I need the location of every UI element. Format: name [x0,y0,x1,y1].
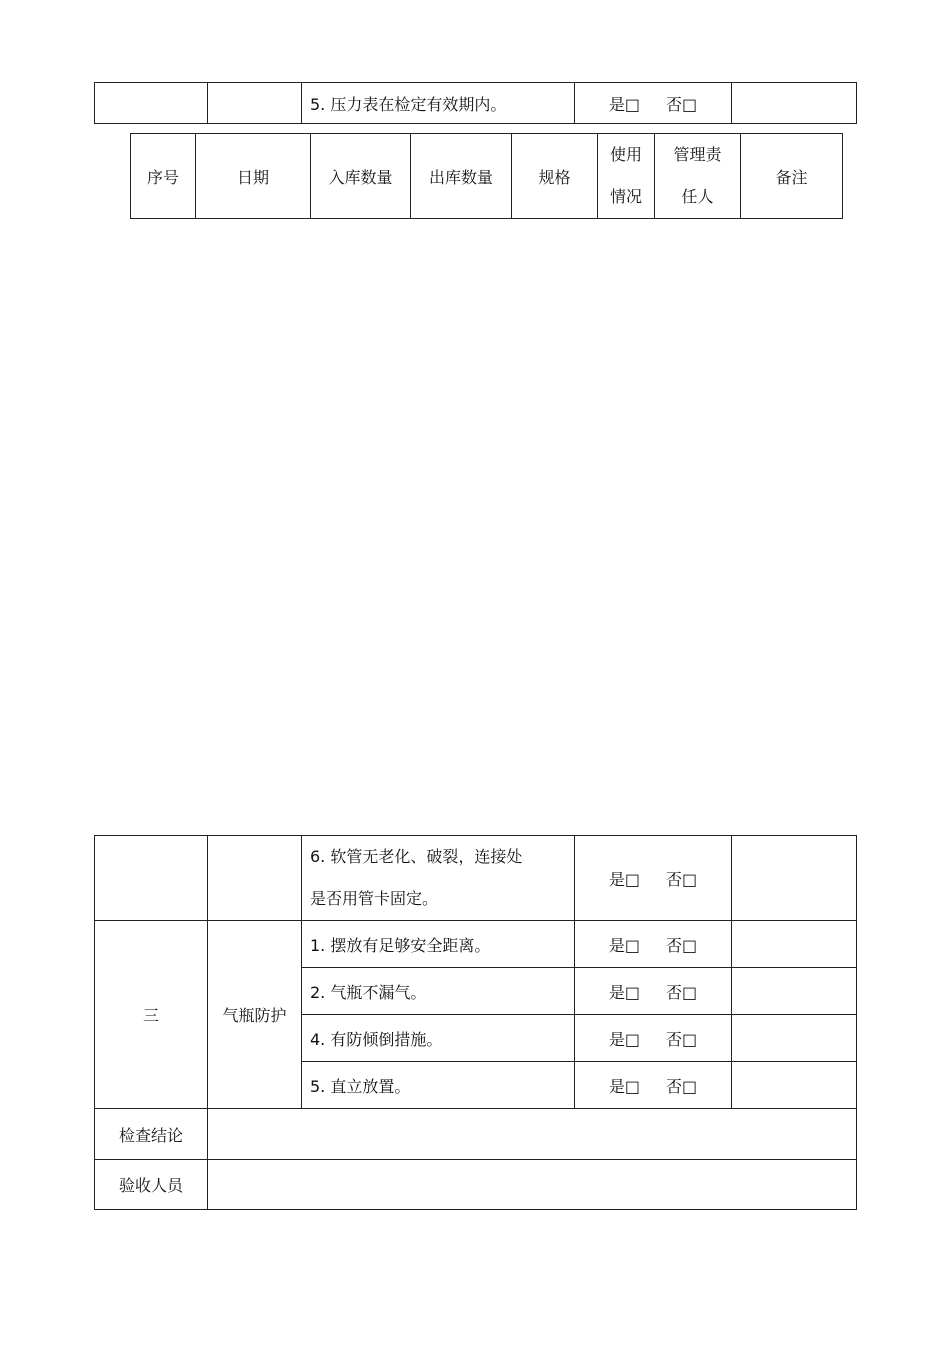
header-responsible-line2: 任人 [681,187,714,206]
yes-option[interactable]: 是□ [608,94,640,114]
no-option[interactable]: 否□ [666,935,698,955]
check-item: 1. 摆放有足够安全距离。 [302,921,575,968]
header-usage-line2: 情况 [609,187,642,206]
check-item [302,836,575,921]
header-in-qty: 入库数量 [311,134,411,219]
no-option[interactable]: 否□ [666,1029,698,1049]
ledger-header-row [131,134,843,219]
remark-cell [732,1015,857,1062]
header-usage [598,134,655,219]
empty-cell [95,83,208,124]
header-usage-line1: 使用 [609,145,642,164]
yes-no-checkbox[interactable] [575,1015,732,1062]
remark-cell [732,1062,857,1109]
conclusion-field[interactable] [208,1109,857,1160]
header-responsible-line1: 管理责 [673,145,722,164]
no-option[interactable]: 否□ [666,94,698,114]
check-item: 4. 有防倾倒措施。 [302,1015,575,1062]
table-row [95,921,857,968]
yes-option[interactable]: 是□ [608,1029,640,1049]
yes-option[interactable]: 是□ [608,982,640,1002]
table-row [95,83,857,124]
check-item-line2: 是否用管卡固定。 [310,889,439,908]
header-responsible [655,134,741,219]
header-note: 备注 [741,134,843,219]
yes-no-checkbox[interactable] [575,836,732,921]
table-row [95,1109,857,1160]
header-seq: 序号 [131,134,196,219]
conclusion-label: 检查结论 [95,1109,208,1160]
check-item-line1: 6. 软管无老化、破裂，连接处 [310,847,523,866]
yes-option[interactable]: 是□ [608,1076,640,1096]
check-item: 5. 直立放置。 [302,1062,575,1109]
empty-cell [95,836,208,921]
checklist-table-bottom [94,835,857,1210]
table-row [95,1160,857,1210]
acceptor-label: 验收人员 [95,1160,208,1210]
header-out-qty: 出库数量 [411,134,512,219]
yes-option[interactable]: 是□ [608,935,640,955]
yes-no-checkbox[interactable] [575,921,732,968]
empty-cell [208,836,302,921]
yes-option[interactable]: 是□ [608,869,640,889]
no-option[interactable]: 否□ [666,1076,698,1096]
header-date: 日期 [196,134,311,219]
no-option[interactable]: 否□ [666,869,698,889]
acceptor-field[interactable] [208,1160,857,1210]
section-number: 三 [95,921,208,1109]
remark-cell [732,83,857,124]
checklist-table-top [94,82,857,124]
header-spec: 规格 [512,134,598,219]
no-option[interactable]: 否□ [666,982,698,1002]
check-item: 2. 气瓶不漏气。 [302,968,575,1015]
check-item: 5. 压力表在检定有效期内。 [302,83,575,124]
yes-no-checkbox[interactable] [575,83,732,124]
remark-cell [732,836,857,921]
section-name: 气瓶防护 [208,921,302,1109]
yes-no-checkbox[interactable] [575,968,732,1015]
yes-no-checkbox[interactable] [575,1062,732,1109]
table-row [95,836,857,921]
remark-cell [732,921,857,968]
remark-cell [732,968,857,1015]
ledger-table [130,133,843,219]
empty-cell [208,83,302,124]
